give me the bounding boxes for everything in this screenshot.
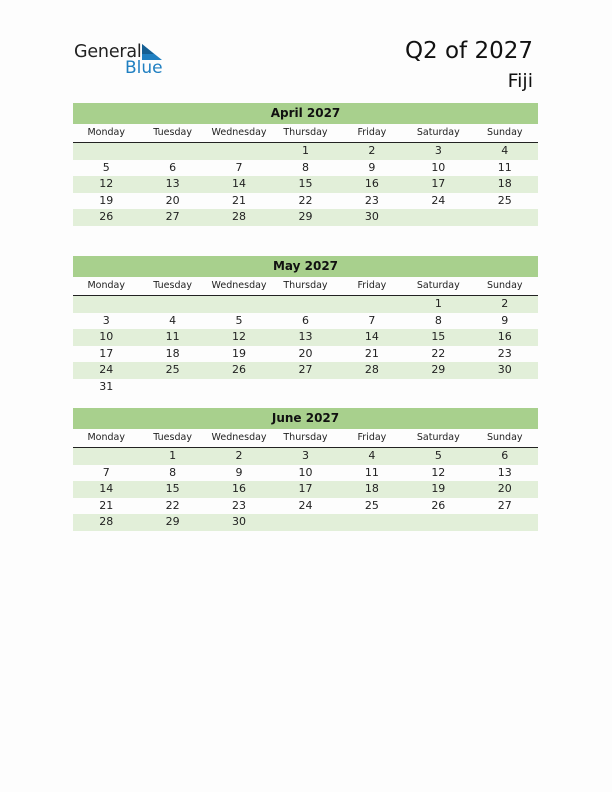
day-cell: 5 (102, 160, 110, 174)
day-cell (73, 448, 139, 465)
day-cell: 16 (497, 330, 512, 343)
day-cell: 2 (235, 449, 243, 462)
page-title: Q2 of 2027 (404, 38, 533, 64)
day-cell: 29 (165, 515, 180, 528)
day-cell: 22 (165, 498, 180, 512)
weekday-label: Sunday (486, 127, 523, 138)
day-cell: 3 (434, 144, 442, 157)
week-row (73, 329, 538, 346)
day-cell: 25 (165, 363, 180, 376)
month-calendar-april (73, 103, 538, 226)
day-cell: 12 (431, 465, 446, 479)
day-cell (472, 514, 538, 531)
day-cell: 16 (232, 482, 247, 495)
day-cell: 17 (298, 482, 313, 495)
day-cell: 3 (301, 449, 309, 462)
week-row (73, 346, 538, 363)
day-cell: 4 (169, 313, 177, 327)
day-cell: 11 (497, 160, 512, 174)
day-cell (339, 296, 405, 313)
weekday-label: Monday (87, 127, 125, 138)
day-cell (139, 379, 205, 396)
day-cell: 8 (169, 465, 177, 479)
weekday-header-row (73, 124, 538, 143)
day-cell: 30 (497, 363, 512, 376)
day-cell (272, 296, 338, 313)
day-cell (139, 143, 205, 160)
day-cell: 22 (298, 193, 313, 207)
day-cell (206, 379, 272, 396)
day-cell: 7 (235, 160, 243, 174)
day-cell: 4 (501, 144, 509, 157)
weekday-label: Wednesday (211, 280, 267, 291)
month-calendar-june (73, 408, 538, 531)
day-cell: 8 (301, 160, 309, 174)
week-row (73, 481, 538, 498)
day-cell: 6 (169, 160, 177, 174)
logo-blue-text: Blue (125, 58, 163, 78)
day-cell: 14 (232, 177, 247, 190)
day-cell: 6 (301, 313, 309, 327)
day-cell: 28 (364, 363, 379, 376)
weekday-label: Friday (357, 127, 387, 138)
day-cell: 27 (298, 363, 313, 376)
day-cell: 30 (364, 210, 379, 223)
day-cell: 1 (434, 297, 442, 310)
weekday-label: Thursday (283, 432, 328, 443)
day-cell: 23 (364, 193, 379, 207)
month-calendar-may (73, 256, 538, 395)
day-cell: 23 (232, 498, 247, 512)
day-cell: 23 (497, 346, 512, 360)
day-cell: 29 (431, 363, 446, 376)
day-cell: 21 (99, 498, 114, 512)
logo (74, 42, 174, 78)
day-cell: 25 (497, 193, 512, 207)
week-row (73, 465, 538, 482)
day-cell: 21 (232, 193, 247, 207)
week-row (73, 448, 538, 465)
day-cell (405, 514, 471, 531)
day-cell (272, 514, 338, 531)
weekday-label: Saturday (416, 432, 460, 443)
day-cell: 11 (364, 465, 379, 479)
day-cell: 18 (364, 482, 379, 495)
day-cell: 6 (501, 449, 509, 462)
week-row (73, 209, 538, 226)
day-cell: 19 (232, 346, 247, 360)
day-cell (339, 379, 405, 396)
weekday-header-row (73, 429, 538, 448)
day-cell (472, 209, 538, 226)
weekday-label: Wednesday (211, 432, 267, 443)
weekday-label: Thursday (283, 127, 328, 138)
week-row (73, 193, 538, 210)
weekday-label: Monday (87, 432, 125, 443)
logo-general-text: General (74, 42, 142, 62)
weekday-label: Monday (87, 280, 125, 291)
day-cell: 5 (434, 449, 442, 462)
day-cell: 12 (99, 177, 114, 190)
day-cell: 13 (298, 330, 313, 343)
weekday-label: Friday (357, 432, 387, 443)
day-cell: 15 (165, 482, 180, 495)
day-cell: 18 (165, 346, 180, 360)
day-cell: 18 (497, 177, 512, 190)
day-cell: 14 (99, 482, 114, 495)
weekday-label: Thursday (283, 280, 328, 291)
day-cell: 7 (102, 465, 110, 479)
day-cell (405, 209, 471, 226)
day-cell: 20 (497, 482, 512, 495)
week-row (73, 143, 538, 160)
day-cell: 4 (368, 449, 376, 462)
day-cell: 9 (235, 465, 243, 479)
day-cell: 7 (368, 313, 376, 327)
day-cell (73, 143, 139, 160)
day-cell: 8 (434, 313, 442, 327)
day-cell: 14 (364, 330, 379, 343)
week-row (73, 296, 538, 313)
day-cell: 9 (501, 313, 509, 327)
day-cell: 29 (298, 210, 313, 223)
day-cell (405, 379, 471, 396)
day-cell: 13 (497, 465, 512, 479)
day-cell: 19 (431, 482, 446, 495)
day-cell: 26 (99, 210, 114, 223)
month-title: April 2027 (73, 103, 538, 124)
country-name: Fiji (507, 70, 533, 92)
day-cell (206, 143, 272, 160)
weekday-label: Tuesday (153, 432, 192, 443)
day-cell: 2 (501, 297, 509, 310)
day-cell (139, 296, 205, 313)
day-cell (206, 296, 272, 313)
day-cell: 25 (364, 498, 379, 512)
day-cell: 17 (99, 346, 114, 360)
weekday-label: Wednesday (211, 127, 267, 138)
day-cell: 16 (364, 177, 379, 190)
week-row (73, 176, 538, 193)
day-cell: 27 (497, 498, 512, 512)
day-cell (272, 379, 338, 396)
day-cell: 12 (232, 330, 247, 343)
day-cell: 13 (165, 177, 180, 190)
day-cell: 10 (99, 330, 114, 343)
day-cell: 24 (99, 363, 114, 376)
weekday-label: Tuesday (153, 127, 192, 138)
weekday-label: Sunday (486, 432, 523, 443)
day-cell (73, 296, 139, 313)
day-cell: 2 (368, 144, 376, 157)
week-row (73, 498, 538, 515)
month-title: June 2027 (73, 408, 538, 429)
day-cell: 20 (165, 193, 180, 207)
day-cell (339, 514, 405, 531)
day-cell: 28 (232, 210, 247, 223)
weekday-label: Sunday (486, 280, 523, 291)
day-cell: 24 (431, 193, 446, 207)
week-row (73, 379, 538, 396)
month-title: May 2027 (73, 256, 538, 277)
day-cell: 26 (232, 363, 247, 376)
day-cell: 20 (298, 346, 313, 360)
day-cell: 31 (99, 379, 114, 393)
day-cell: 28 (99, 515, 114, 528)
weekday-label: Saturday (416, 280, 460, 291)
day-cell: 22 (431, 346, 446, 360)
day-cell: 9 (368, 160, 376, 174)
day-cell: 27 (165, 210, 180, 223)
weekday-header-row (73, 277, 538, 296)
day-cell: 30 (232, 515, 247, 528)
week-row (73, 160, 538, 177)
day-cell: 17 (431, 177, 446, 190)
day-cell: 26 (431, 498, 446, 512)
day-cell: 1 (169, 449, 177, 462)
day-cell: 10 (431, 160, 446, 174)
weekday-label: Tuesday (153, 280, 192, 291)
day-cell (472, 379, 538, 396)
day-cell: 15 (431, 330, 446, 343)
day-cell: 10 (298, 465, 313, 479)
week-row (73, 362, 538, 379)
week-row (73, 514, 538, 531)
day-cell: 5 (235, 313, 243, 327)
day-cell: 11 (165, 330, 180, 343)
week-row (73, 313, 538, 330)
weekday-label: Saturday (416, 127, 460, 138)
weekday-label: Friday (357, 280, 387, 291)
day-cell: 24 (298, 498, 313, 512)
day-cell: 19 (99, 193, 114, 207)
day-cell: 15 (298, 177, 313, 190)
day-cell: 21 (364, 346, 379, 360)
day-cell: 1 (301, 144, 309, 157)
day-cell: 3 (102, 313, 110, 327)
